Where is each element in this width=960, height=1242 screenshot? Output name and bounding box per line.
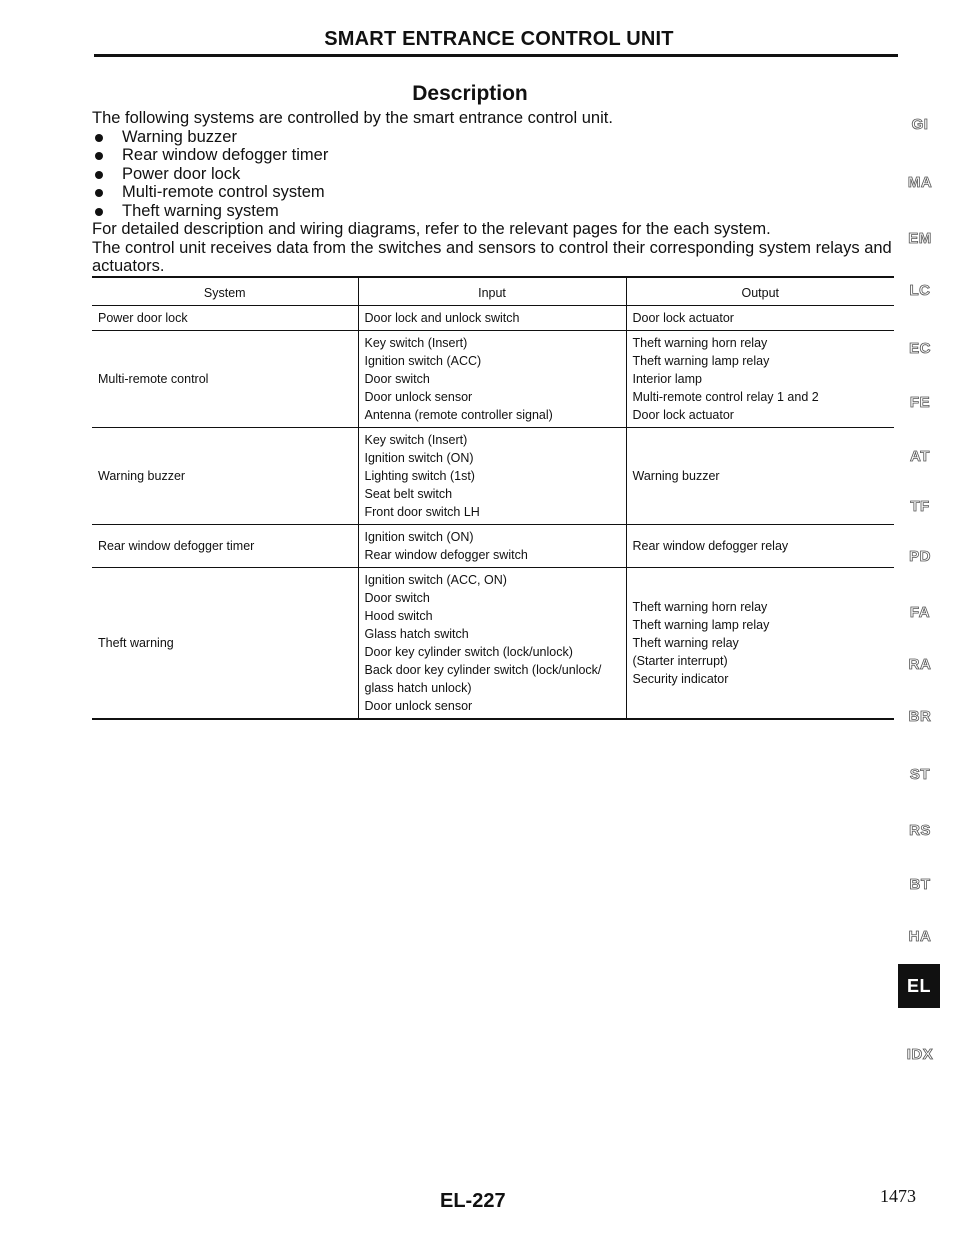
input-item: Rear window defogger switch xyxy=(364,548,528,562)
table-row xyxy=(92,568,894,720)
index-tab-el-active[interactable]: EL xyxy=(898,964,940,1008)
input-cell xyxy=(358,331,626,428)
intro-note-reference: For detailed description and wiring diagrams, refer to the relevant pages for the each system. xyxy=(92,220,771,238)
index-tab-bt[interactable]: BT xyxy=(909,876,931,893)
index-tab-fa[interactable]: FA xyxy=(909,604,931,621)
input-item: Lighting switch (1st) xyxy=(364,469,475,483)
bullet-item: Multi-remote control system xyxy=(92,183,902,202)
output-cell xyxy=(626,331,894,428)
index-tab-em[interactable]: EM xyxy=(908,230,932,247)
system-cell: Rear window defogger timer xyxy=(92,525,358,568)
output-cell xyxy=(626,428,894,525)
input-item: Door switch xyxy=(364,372,430,386)
table-header-row xyxy=(92,277,894,306)
table-row xyxy=(92,525,894,568)
input-item: Door unlock sensor xyxy=(364,699,473,713)
input-cell xyxy=(358,428,626,525)
input-cell xyxy=(358,525,626,568)
output-item: Theft warning lamp relay xyxy=(632,618,770,632)
output-item: Theft warning horn relay xyxy=(632,336,768,350)
input-item: Door switch xyxy=(364,591,430,605)
bullet-icon xyxy=(95,208,103,216)
index-tab-br[interactable]: BR xyxy=(908,708,932,725)
input-item: Door unlock sensor xyxy=(364,390,473,404)
index-tab-idx[interactable]: IDX xyxy=(906,1046,934,1063)
bullet-item: Warning buzzer xyxy=(92,128,902,147)
index-tab-ha[interactable]: HA xyxy=(908,928,932,945)
input-item: Antenna (remote controller signal) xyxy=(364,408,553,422)
system-cell: Warning buzzer xyxy=(92,428,358,525)
input-cell xyxy=(358,568,626,720)
intro-note-control: The control unit receives data from the switches and sensors to control their corresponding system relays and actuators. xyxy=(92,238,892,275)
input-item: Ignition switch (ON) xyxy=(364,451,474,465)
input-cell xyxy=(358,306,626,331)
output-cell xyxy=(626,568,894,720)
systems-bullet-list xyxy=(92,128,902,221)
index-tab-ec[interactable]: EC xyxy=(909,340,931,357)
input-item: Hood switch xyxy=(364,609,433,623)
table-row xyxy=(92,306,894,331)
table-row xyxy=(92,331,894,428)
index-tab-rs[interactable]: RS xyxy=(909,822,931,839)
bullet-icon xyxy=(95,152,103,160)
index-tab-ra[interactable]: RA xyxy=(908,656,932,673)
system-cell: Multi-remote control xyxy=(92,331,358,428)
output-item: Interior lamp xyxy=(632,372,702,386)
index-tab-pd[interactable]: PD xyxy=(909,548,931,565)
input-item: Front door switch LH xyxy=(364,505,480,519)
output-item: Door lock actuator xyxy=(632,408,734,422)
bullet-icon xyxy=(95,189,103,197)
bullet-item: Power door lock xyxy=(92,165,902,184)
input-item: Seat belt switch xyxy=(364,487,453,501)
output-item: Theft warning relay xyxy=(632,636,739,650)
system-cell: Power door lock xyxy=(92,306,358,331)
output-item: Theft warning horn relay xyxy=(632,600,768,614)
output-cell xyxy=(626,525,894,568)
table-row xyxy=(92,428,894,525)
output-cell xyxy=(626,306,894,331)
output-item: Theft warning lamp relay xyxy=(632,354,770,368)
bullet-icon xyxy=(95,171,103,179)
output-item: Security indicator xyxy=(632,672,729,686)
system-cell: Theft warning xyxy=(92,568,358,720)
output-item: Door lock actuator xyxy=(632,311,734,325)
page-header: SMART ENTRANCE CONTROL UNIT xyxy=(324,28,674,50)
column-header-system: System xyxy=(92,277,358,306)
page-code: EL-227 xyxy=(440,1190,506,1212)
intro-text xyxy=(92,109,902,276)
output-item: Warning buzzer xyxy=(632,469,720,483)
bullet-item: Theft warning system xyxy=(92,202,902,221)
index-tab-at[interactable]: AT xyxy=(910,448,930,465)
input-item: Ignition switch (ON) xyxy=(364,530,474,544)
input-item: glass hatch unlock) xyxy=(364,681,472,695)
input-item: Ignition switch (ACC, ON) xyxy=(364,573,507,587)
input-item: Door lock and unlock switch xyxy=(364,311,520,325)
intro-lead: The following systems are controlled by the smart entrance control unit. xyxy=(92,109,613,127)
index-tab-st[interactable]: ST xyxy=(909,766,931,783)
output-item: (Starter interrupt) xyxy=(632,654,728,668)
input-item: Glass hatch switch xyxy=(364,627,469,641)
output-item: Multi-remote control relay 1 and 2 xyxy=(632,390,819,404)
index-tab-tf[interactable]: TF xyxy=(910,498,930,515)
output-item: Rear window defogger relay xyxy=(632,539,789,553)
page-number: 1473 xyxy=(880,1186,916,1206)
input-item: Door key cylinder switch (lock/unlock) xyxy=(364,645,573,659)
index-tab-lc[interactable]: LC xyxy=(909,282,931,299)
index-tab-gi[interactable]: GI xyxy=(911,116,929,133)
input-item: Key switch (Insert) xyxy=(364,433,468,447)
input-item: Key switch (Insert) xyxy=(364,336,468,350)
column-header-input: Input xyxy=(358,277,626,306)
systems-table xyxy=(92,276,894,720)
index-tab-ma[interactable]: MA xyxy=(907,174,933,191)
input-item: Back door key cylinder switch (lock/unlock/ xyxy=(364,663,602,677)
section-title: Description xyxy=(412,82,528,105)
input-item: Ignition switch (ACC) xyxy=(364,354,482,368)
header-rule xyxy=(94,54,898,57)
index-tab-fe[interactable]: FE xyxy=(909,394,931,411)
column-header-output: Output xyxy=(626,277,894,306)
bullet-item: Rear window defogger timer xyxy=(92,146,902,165)
bullet-icon xyxy=(95,134,103,142)
